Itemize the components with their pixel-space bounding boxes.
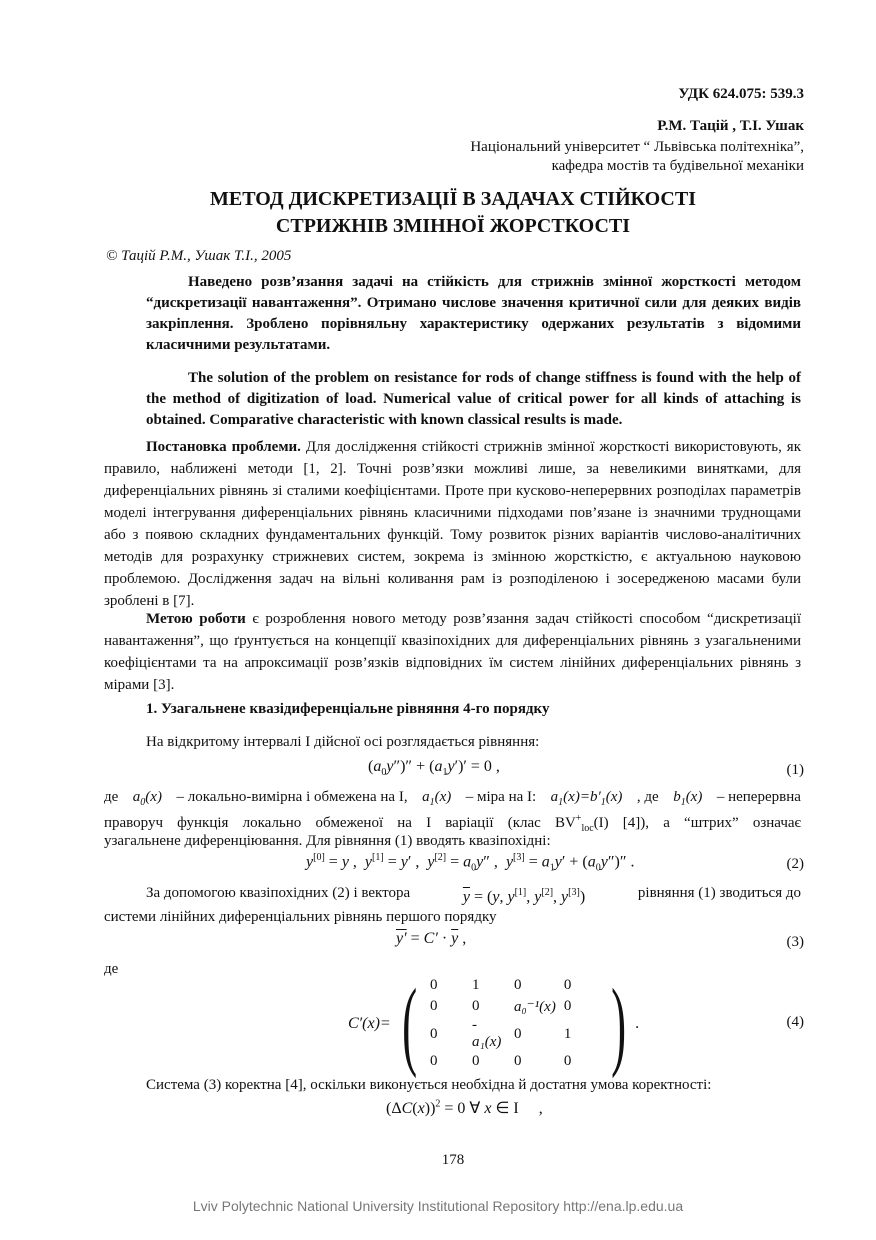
- page-number: 178: [441, 1152, 465, 1168]
- matrix-row: [426, 1017, 602, 1051]
- equation-4-number: (4): [786, 1014, 804, 1030]
- equation-2: y[0] = y , y[1] = y′ , $y[2] = a_0y''$ , $y[3] = a_1y' + (a_0y'')''$ .: [306, 852, 635, 874]
- vector-definition: $\overline{y} = (y$, y[1], y[2], y[3]): [462, 887, 586, 906]
- matrix-cell: 0: [514, 1025, 522, 1042]
- copyright: © Тацій Р.М., Ушак Т.І., 2005: [106, 248, 292, 264]
- matrix-cell: 1: [472, 977, 480, 993]
- title-line-1: МЕТОД ДИСКРЕТИЗАЦІЇ В ЗАДАЧАХ СТІЙКОСТІ: [209, 188, 696, 210]
- equation-2-number: (2): [786, 856, 804, 872]
- matrix-cell: 0: [514, 1053, 522, 1069]
- udk-code: УДК 624.075: 539.3: [678, 86, 804, 102]
- equation-1: $(a_0y'')'' + (a_1y')' = 0$ ,: [368, 758, 500, 779]
- matrix-cell: 0: [430, 998, 438, 1014]
- matrix-cell: 0: [563, 1053, 572, 1069]
- affiliation-line-1: Національний університет “ Львівська політехніка”,: [470, 139, 804, 155]
- matrix-cell: 0: [563, 998, 572, 1014]
- matrix-cell: a₀⁻¹(x): [514, 999, 556, 1015]
- matrix-cell: 0: [430, 1053, 438, 1069]
- repository-footer: Lviv Polytechnic National University Institutional Repository http://ena.lp.edu.ua: [192, 1198, 684, 1214]
- system-correct-line: Система (3) коректна [4], оскільки виконується необхідна й достатня умова коректності:: [146, 1077, 712, 1093]
- title-line-2: СТРИЖНІВ ЗМІННОЇ ЖОРСТКОСТІ: [275, 215, 631, 237]
- matrix-cell: 0: [563, 977, 572, 993]
- matrix-cell: 0: [430, 1025, 438, 1042]
- matrix-row: [426, 975, 602, 996]
- matrix-row: [426, 1051, 602, 1072]
- matrix-cell: 0: [472, 998, 480, 1014]
- abstract-ukrainian: Наведено розв’язання задачі на стійкість для стрижнів змінної жорсткості методом “дискретизації навантаження”. Отримано числове значення критичної сили для деяких видів закріплення. Зроблено порівняльну характеристику одержаних результатів з відомими класичними результатами.: [146, 274, 801, 353]
- goal-paragraph: [104, 608, 801, 696]
- de-word: де: [104, 961, 119, 977]
- paper-title: [0, 186, 876, 240]
- correctness-condition: $(\Delta C(x))^2 = 0$ ∀ x ∈ I ,: [386, 1098, 543, 1117]
- matrix-row: [426, 996, 602, 1017]
- definition-line-2: праворуч функція локально обмеженої на I варіації (клас $BV^+_{loc}(I)$ [4]), а “штрих” означає: [104, 813, 801, 834]
- matrix-cell: 0: [514, 977, 522, 993]
- matrix-cell: 1: [563, 1025, 572, 1042]
- affiliation-line-2: кафедра мостів та будівельної механіки: [551, 158, 804, 174]
- definition-line-3: узагальнене диференціювання. Для рівняння (1) вводять квазіпохідні:: [104, 833, 551, 849]
- matrix-cell: -a₁(x): [472, 1017, 502, 1050]
- equation-1-number: (1): [786, 762, 804, 778]
- goal-text: є розроблення нового методу розв’язання задач стійкості способом “дискретизації навантаження”, що ґрунтується на концепції квазіпохідних для диференціальних рівнянь з узагальненими коефіцієнтами та на апроксимації розв’язків відповідних їм систем лінійних диференціальних рівнянь з мірами [3].: [104, 611, 801, 693]
- matrix-cell: 0: [472, 1053, 480, 1069]
- equation-3-number: (3): [786, 934, 804, 950]
- problem-text: Для дослідження стійкості стрижнів змінної жорсткості використовують, як правило, наближені методи [1, 2]. Точні розв’язки можливі лише, за невеликими винятками, для диференціальних рівнянь зі сталими коефіцієнтами. Проте при кусково-неперервних розподілах параметрів моделі інтегрування диференціальних рівнянь класичними підходами пов’язане із значними труднощами або з появою складних фундаментальних функцій. Тому розвиток різних варіантів числово-аналітичних методів для розрахунку стрижневих систем, зокрема із змінною жорсткістю, є актуальною науковою проблемою. Дослідження задач на вільні коливання рам із розподіленою і зосередженою масами були зроблені в [7].: [104, 439, 801, 609]
- system-line: системи лінійних диференціальних рівнянь першого порядку: [104, 909, 497, 925]
- goal-lead: Метою роботи: [146, 611, 246, 627]
- definition-line-1: де $a_0(x)$ – локально-вимірна і обмежена на I, $a_1(x)$ – міра на I: $a_1(x)=b'_1(x)$ , де $b_1(x)$ – неперервна: [104, 789, 801, 808]
- problem-paragraph: [104, 436, 801, 612]
- problem-lead: Постановка проблеми.: [146, 439, 301, 455]
- authors: Р.М. Тацій , Т.І. Ушак: [657, 118, 804, 134]
- vector-line: За допомогою квазіпохідних (2) і вектора $\overline{y} = (y$, y[1], y[2], y[3]) рівняння (1) зводиться до: [104, 882, 801, 908]
- section-heading: 1. Узагальнене квазідиференціальне рівняння 4-го порядку: [146, 701, 550, 717]
- section-intro: На відкритому інтервалі I дійсної осі розглядається рівняння:: [146, 734, 540, 750]
- matrix-c: [426, 975, 602, 1072]
- matrix-cell: 0: [430, 977, 438, 993]
- abstract-english: The solution of the problem on resistance for rods of change stiffness is found with the help of the method of digitization of load. Numerical value of critical power for all kinds of attaching is obtained. Comparative characteristic with known classical results is made.: [146, 370, 801, 428]
- equation-4: C′(x)= ( 0 1 0 0 0 0 a₀⁻¹(x) 0 0 -a₁(x) 0 1 0 0 0 0 ) .: [348, 967, 640, 1079]
- equation-3: $y' = C' \cdot \overline{y}$ ,: [396, 930, 467, 947]
